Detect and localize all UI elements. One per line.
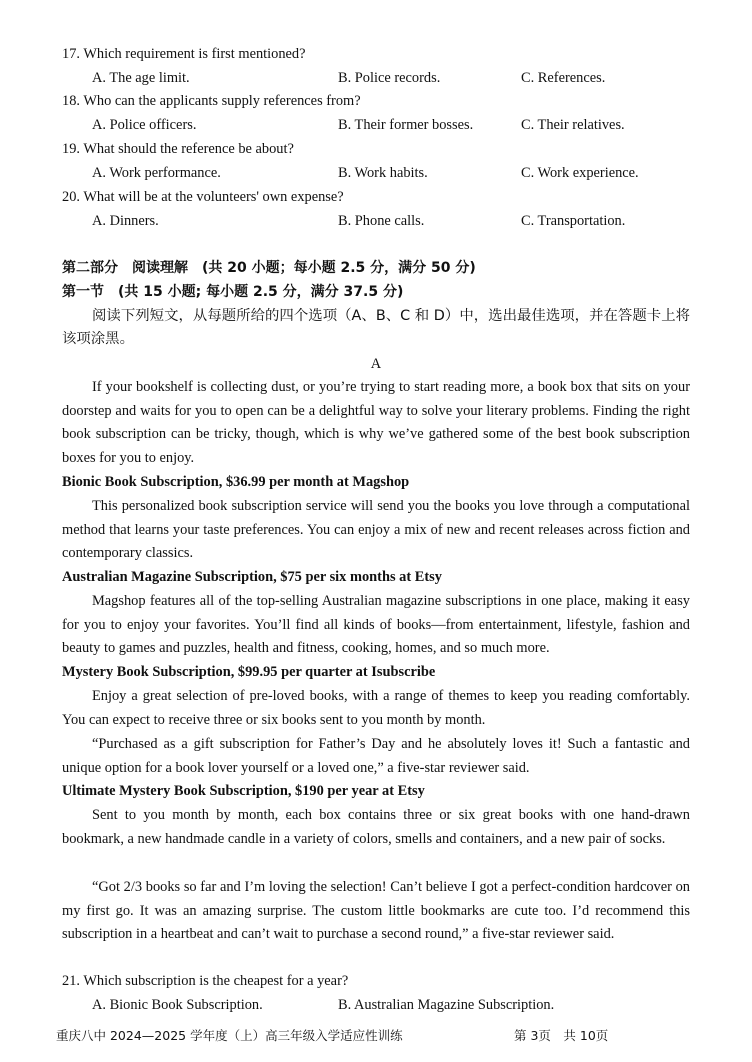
- q18-option-b: B. Their former bosses.: [338, 117, 474, 133]
- heading-australian: Australian Magazine Subscription, $75 per six months at Etsy: [62, 569, 442, 585]
- q17-option-a: A. The age limit.: [92, 70, 190, 86]
- paragraph-mystery-2: “Purchased as a gift subscription for Father’s Day and he absolutely loves it! Such a fantastic and unique option for a book lover yourself or a loved one,” a five-star reviewer said.: [62, 736, 690, 776]
- heading-mystery: Mystery Book Subscription, $99.95 per quarter at Isubscribe: [62, 664, 436, 680]
- paragraph-mystery-1: Enjoy a great selection of pre-loved books, with a range of themes to keep you reading comfortably. You can expect to receive three or six books sent to you month by month.: [62, 688, 690, 728]
- passage-intro: If your bookshelf is collecting dust, or you’re trying to start reading more, a book box that sits on your doorstep and waits for you to open can be a delightful way to solve your literary problems. Finding the right book subscription can be tricky, though, which is why we’ve gathered some of the best book subscription boxes for you to enjoy.: [62, 379, 690, 467]
- q17-option-b: B. Police records.: [338, 70, 441, 86]
- heading-ultimate: Ultimate Mystery Book Subscription, $190 per year at Etsy: [62, 783, 425, 799]
- q21-option-a: A. Bionic Book Subscription.: [92, 997, 263, 1013]
- instruction-text: 阅读下列短文，从每题所给的四个选项（A、B、C 和 D）中，选出最佳选项，并在答题卡上将该项涂黑。: [62, 308, 690, 347]
- footer-school-title: 重庆八中 2024—2025 学年度（上）高三年级入学适应性训练: [56, 1028, 403, 1043]
- q19-option-a: A. Work performance.: [92, 165, 221, 181]
- q21-option-b: B. Australian Magazine Subscription.: [338, 997, 555, 1013]
- question-19: 19. What should the reference be about?: [62, 141, 294, 157]
- section-one-title: 第一节 (共 15 小题; 每小题 2.5 分，满分 37.5 分): [62, 284, 404, 300]
- q20-option-c: C. Transportation.: [521, 213, 626, 229]
- paragraph-australian: Magshop features all of the top-selling Australian magazine subscriptions in one place, making it easy for you to enjoy your favorites. You’ll find all kinds of books—from entertainment, lifestyle, fashion and beauty to games and puzzles, health and fitness, cooking, homes, and so much more.: [62, 593, 690, 657]
- q19-option-b: B. Work habits.: [338, 165, 428, 181]
- q20-option-a: A. Dinners.: [92, 213, 159, 229]
- paragraph-bionic: This personalized book subscription service will send you the books you love through a computational method that learns your taste preferences. You can enjoy a mix of new and recent releases across fiction and contemporary classics.: [62, 498, 690, 562]
- q17-option-c: C. References.: [521, 70, 606, 86]
- paragraph-ultimate-2: “Got 2/3 books so far and I’m loving the selection! Can’t believe I got a perfect-condition hardcover on my first go. It was an amazing surprise. The custom little bookmarks are cute too. I’d recommend this subscription in a heartbeat and can’t wait to purchase a second round,” a five-star reviewer said.: [62, 879, 690, 943]
- q18-option-a: A. Police officers.: [92, 117, 197, 133]
- part-two-title: 第二部分 阅读理解 (共 20 小题；每小题 2.5 分，满分 50 分): [62, 260, 476, 276]
- question-21: 21. Which subscription is the cheapest for a year?: [62, 973, 349, 989]
- paragraph-ultimate-1: Sent to you month by month, each box contains three or six great books with one hand-drawn bookmark, a new handmade candle in a variety of colors, smells and containers, and a new pair of socks.: [62, 807, 690, 847]
- heading-bionic: Bionic Book Subscription, $36.99 per month at Magshop: [62, 474, 410, 490]
- passage-letter: A: [370, 356, 382, 372]
- question-17: 17. Which requirement is first mentioned?: [62, 46, 306, 62]
- q20-option-b: B. Phone calls.: [338, 213, 425, 229]
- question-20: 20. What will be at the volunteers' own expense?: [62, 189, 344, 205]
- question-18: 18. Who can the applicants supply references from?: [62, 93, 361, 109]
- footer-page-number: 第 3页 共 10页: [514, 1028, 609, 1043]
- q19-option-c: C. Work experience.: [521, 165, 639, 181]
- page-footer: [56, 1027, 696, 1045]
- q18-option-c: C. Their relatives.: [521, 117, 625, 133]
